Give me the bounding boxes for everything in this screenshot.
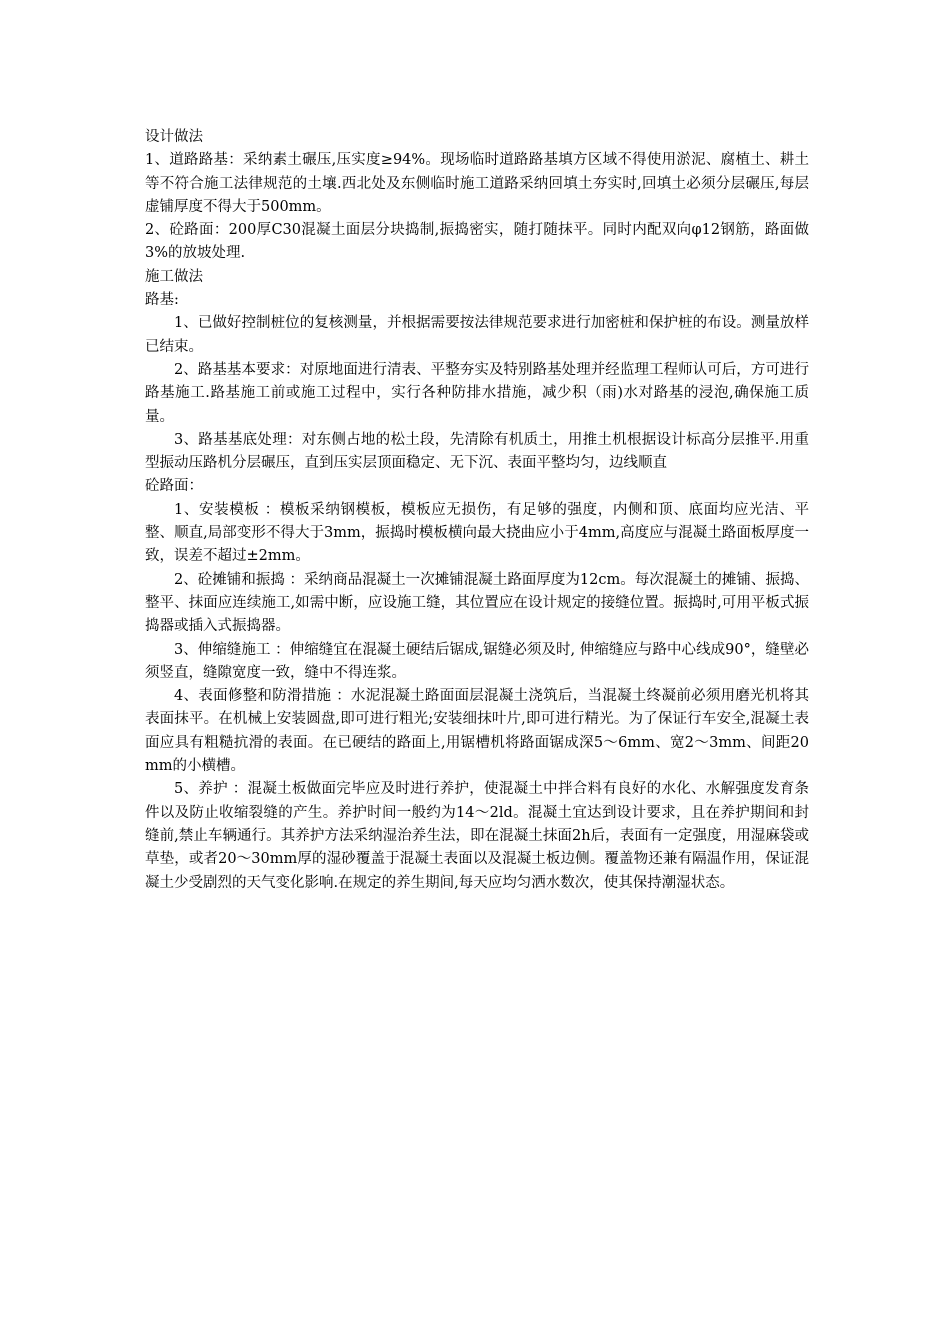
construction-heading: 施工做法 bbox=[145, 268, 203, 285]
subgrade-item-requirements: 2、路基基本要求：对原地面进行清表、平整夯实及特别路基处理并经监理工程师认可后，方可进行路基施工.路基施工前或施工过程中，实行各种防排水措施，减少积（雨)水对路基的浸泡,确保施工质量。 bbox=[145, 361, 809, 425]
pavement-item-joints: 3、伸缩缝施工 ：伸缩缝宜在混凝土硬结后锯成,锯缝必须及时, 伸缩缝应与路中心线成90°，缝壁必须竖直，缝隙宽度一致，缝中不得连浆。 bbox=[145, 641, 809, 681]
subgrade-item-survey: 1、已做好控制桩位的复核测量，并根据需要按法律规范要求进行加密桩和保护桩的布设。测量放样已结束。 bbox=[145, 315, 809, 355]
design-item-roadbed: 1、道路路基：采纳素土碾压,压实度≥94%。现场临时道路路基填方区域不得使用淤泥、腐植土、耕土等不符合施工法律规范的土壤.西北处及东侧临时施工道路采纳回填土夯实时,回填土必须分层碾压,每层虚铺厚度不得大于500mm。 bbox=[145, 152, 809, 215]
subgrade-item-base-treatment: 3、路基基底处理：对东侧占地的松土段，先清除有机质土，用推土机根据设计标高分层推平.用重型振动压路机分层碾压，直到压实层顶面稳定、无下沉、表面平整均匀，边线顺直 bbox=[145, 431, 809, 472]
pavement-heading: 砼路面： bbox=[145, 478, 203, 495]
pavement-item-formwork: 1、安装模板 ：模板采纳钢模板，模板应无损伤，有足够的强度，内侧和顶、底面均应光洁、平整、顺直,局部变形不得大于3mm，振捣时模板横向最大挠曲应小于4mm,高度应与混凝土路面板厚度一致，误差不超过±2mm。 bbox=[145, 501, 809, 565]
design-heading: 设计做法 bbox=[145, 129, 203, 145]
pavement-item-surface: 4、表面修整和防滑措施 ：水泥混凝土路面面层混凝土浇筑后，当混凝土终凝前必须用磨光机将其表面抹平。在机械上安装圆盘,即可进行粗光;安装细抹叶片,即可进行精光。为了保证行车安全,混凝土表面应具有粗糙抗滑的表面。在已硬结的路面上,用锯槽机将路面锯成深5～6mm、宽2～3mm、间距20mm的小横槽。 bbox=[145, 688, 809, 775]
subgrade-heading: 路基: bbox=[145, 292, 179, 309]
pavement-item-curing: 5、养护 ：混凝土板做面完毕应及时进行养护，使混凝土中拌合料有良好的水化、水解强度发育条件以及防止收缩裂缝的产生。养护时间一般约为14～2ld。混凝土宜达到设计要求，且在养护期间和封缝前,禁止车辆通行。其养护方法采纳湿治养生法，即在混凝土抹面2h后，表面有一定强度，用湿麻袋或草垫，或者20～30mm厚的湿砂覆盖于混凝土表面以及混凝土板边侧。覆盖物还兼有隔温作用，保证混凝土少受剧烈的天气变化影响.在规定的养生期间,每天应均匀洒水数次，使其保持潮湿状态。 bbox=[145, 781, 809, 891]
pavement-item-paving: 2、砼摊铺和振捣 ：采纳商品混凝土一次摊铺混凝土路面厚度为12cm。每次混凝土的摊铺、振捣、整平、抹面应连续施工,如需中断，应设施工缝，其位置应在设计规定的接缝位置。振捣时,可用平板式振捣器或插入式振捣器。 bbox=[145, 571, 809, 635]
document-body bbox=[145, 126, 809, 895]
design-item-pavement: 2、砼路面：200厚C30混凝土面层分块捣制,振捣密实，随打随抹平。同时内配双向φ12钢筋，路面做3%的放坡处理. bbox=[145, 222, 809, 262]
